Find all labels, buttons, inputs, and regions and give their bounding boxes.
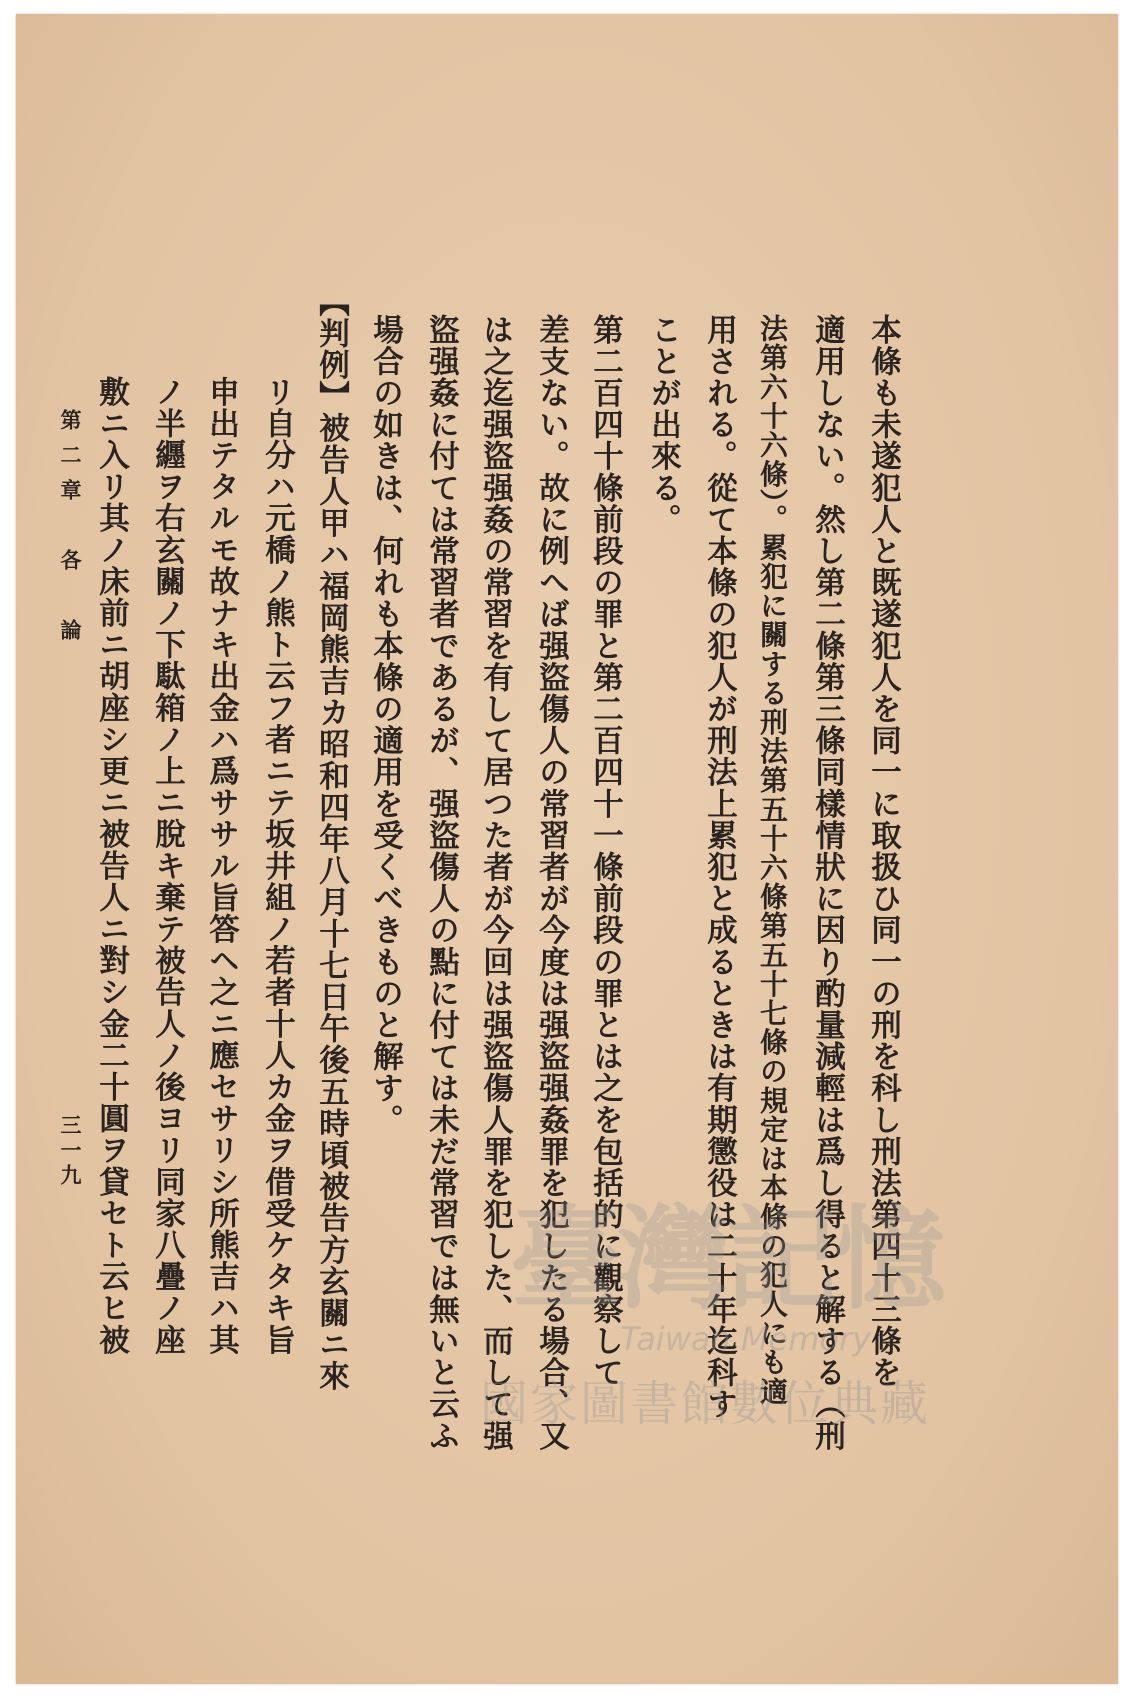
body-column-8: は之迄强盜强姦の常習を有して居つた者が今回は强盜傷人罪を犯した、而して强 xyxy=(477,314,514,1452)
body-column-9: 盜强姦に付ては常習者であるが、强盜傷人の點に付ては未だ常習では無いと云ふ xyxy=(423,314,460,1452)
body-column-7: 差支ない。故に例へば强盜傷人の常習者が今度は强盜强姦罪を犯したる場合、又 xyxy=(533,314,570,1452)
body-column-3: 法第六十六條）。累犯に關する刑法第五十六條第五十七條の規定は本條の犯人にも適 xyxy=(756,314,789,1406)
body-column-6: 第二百四十條前段の罪と第二百四十一條前段の罪とは之を包括的に觀察して xyxy=(587,314,624,1389)
body-column-1: 本條も未遂犯人と既遂犯人を同一に取扱ひ同一の刑を科し刑法第四十三條を xyxy=(865,314,902,1389)
body-column-4: 用される。從て本條の犯人が刑法上累犯と成るときは有期懲役は二十年迄科す xyxy=(701,314,738,1420)
watermark-english: Taiwan Memory xyxy=(620,1320,872,1358)
case-column-5: 敷ニ入リ其ノ床前ニ胡座シ更ニ被告人ニ對シ金二十圓ヲ貸セト云ヒ被 xyxy=(93,376,130,1356)
watermark-logo-text: 臺灣記憶 xyxy=(510,1194,942,1325)
body-column-10: 場合の如きは、何れも本條の適用を受くべきものと解す。 xyxy=(367,314,404,1136)
case-column-1: 【判例】被告人甲ハ福岡熊吉カ昭和四年八月十七日午後五時頃被告方玄關ニ來 xyxy=(313,286,350,1392)
chapter-heading: 第二章 各 論 xyxy=(58,409,83,654)
case-column-2: リ自分ハ元橋ノ熊ト云フ者ニテ坂井組ノ若者十人カ金ヲ借受ケタキ旨 xyxy=(259,376,296,1356)
body-column-5: ことが出來る。 xyxy=(645,314,682,536)
watermark-institution: 國家圖書館數位典藏 xyxy=(480,1376,931,1432)
case-column-4: ノ半纒ヲ右玄關ノ下駄箱ノ上ニ脫キ棄テ被告人ノ後ヨリ同家八疊ノ座 xyxy=(149,376,186,1356)
case-column-3: 申出テタルモ故ナキ出金ハ爲ササル旨答ヘ之ニ應セサリシ所熊吉ハ其 xyxy=(203,376,240,1356)
book-page xyxy=(16,14,1118,1684)
page-number: 三一九 xyxy=(58,1114,83,1189)
body-column-2: 適用しない。然し第二條第三條同樣情狀に因り酌量減輕は爲し得ると解する（刑 xyxy=(809,314,846,1452)
